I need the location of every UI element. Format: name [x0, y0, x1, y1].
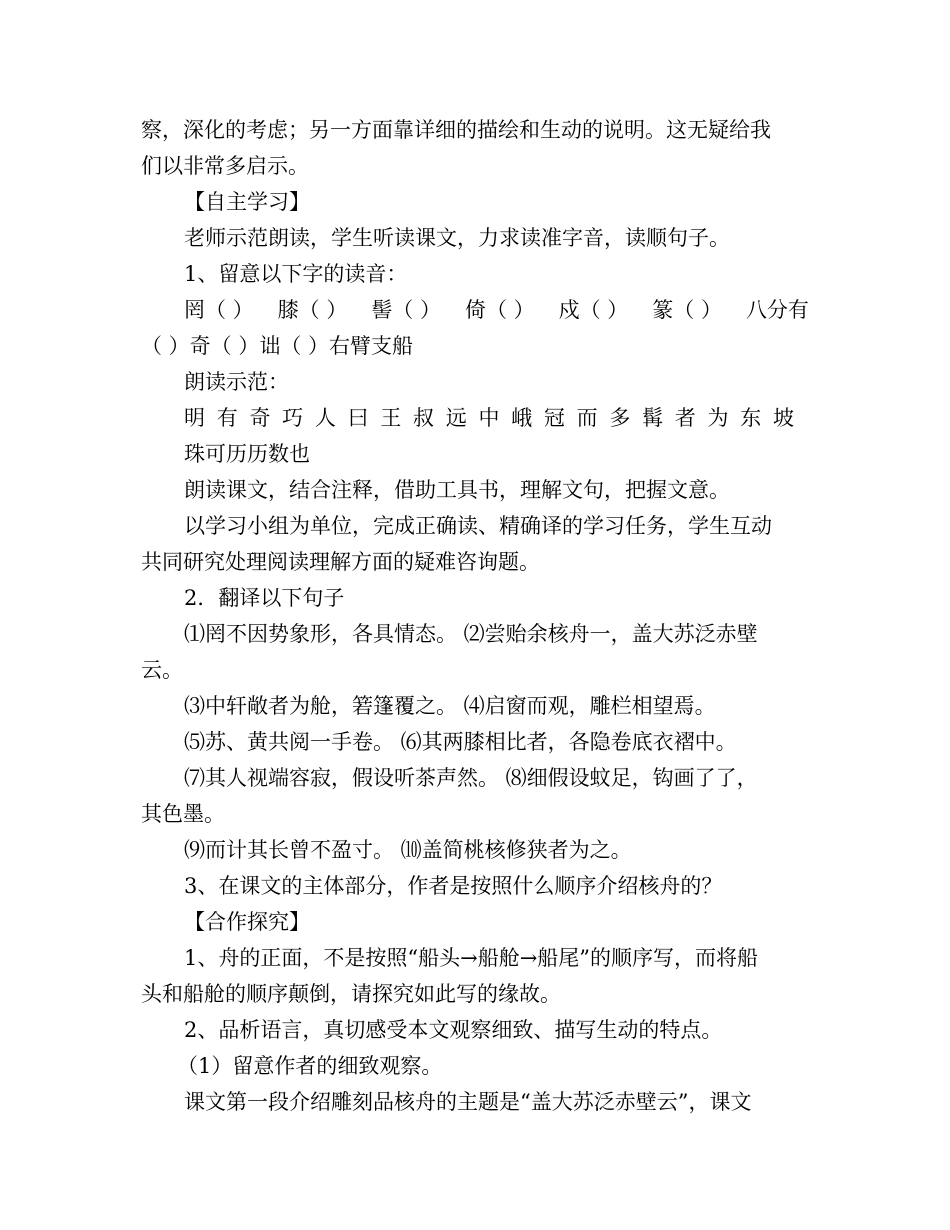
paragraph-line: 老师示范朗读，学生听读课文，力求读准字音，读顺句子。 [184, 226, 730, 250]
demo-char: 东 [740, 406, 762, 430]
paragraph-line: 头和船舱的顺序颠倒，请探究如此写的缘故。 [141, 982, 561, 1006]
pronunciation-item: 戍（ ） [558, 298, 629, 322]
demo-char: 巧 [282, 406, 304, 430]
pronunciation-item: 八分有 [745, 298, 809, 322]
demo-char: 奇 [249, 406, 271, 430]
demo-char: 坡 [772, 406, 794, 430]
paragraph-line: 珠可历历数也 [184, 442, 310, 466]
paragraph-line: 朗读课文，结合注释，借助工具书，理解文句，把握文意。 [184, 478, 730, 502]
pronunciation-item: 膝（ ） [277, 298, 348, 322]
demo-char: 峨 [511, 406, 533, 430]
demo-char: 有 [216, 406, 238, 430]
demo-char: 人 [314, 406, 336, 430]
demo-char: 多 [609, 406, 631, 430]
demo-char: 曰 [347, 406, 369, 430]
demo-char: 王 [380, 406, 402, 430]
demo-char: 者 [674, 406, 696, 430]
exercise-1-heading: 1、留意以下字的读音： [184, 262, 408, 286]
pronunciation-row [141, 292, 809, 328]
pronunciation-row-continued: （ ）奇（ ）诎（ ）右臂支船 [141, 334, 414, 358]
paragraph-line: 1、舟的正面，不是按照“船头→船舱→船尾”的顺序写，而将船 [184, 946, 759, 970]
paragraph-line: 2、品析语言，真切感受本文观察细致、描写生动的特点。 [184, 1018, 723, 1042]
section-heading-self-study: 【自主学习】 [184, 190, 310, 214]
demo-char: 髯 [642, 406, 664, 430]
section-heading-cooperation: 【合作探究】 [184, 910, 310, 934]
paragraph-line: 察，深化的考虑；另一方面靠详细的描绘和生动的说明。这无疑给我 [141, 118, 771, 142]
paragraph-line: 课文第一段介绍雕刻品核舟的主题是“盖大苏泛赤壁云”，课文 [184, 1090, 752, 1114]
translation-item: ⑺其人视端容寂，假设听茶声然。 ⑻细假设蚊足，钩画了了， [184, 766, 758, 790]
pronunciation-item: 倚（ ） [464, 298, 535, 322]
demo-char: 远 [445, 406, 467, 430]
paragraph-line: （1）留意作者的细致观察。 [177, 1054, 443, 1078]
demo-char: 为 [707, 406, 729, 430]
demo-char: 中 [478, 406, 500, 430]
translation-item: 云。 [141, 658, 183, 682]
translation-item: ⑼而计其长曾不盈寸。 ⑽盖简桃核修狭者为之。 [184, 838, 632, 862]
demo-char: 冠 [543, 406, 565, 430]
paragraph-line: 们以非常多启示。 [141, 154, 309, 178]
paragraph-line: 以学习小组为单位，完成正确读、精确译的学习任务，学生互动 [184, 514, 772, 538]
demo-char: 而 [576, 406, 598, 430]
translation-item: ⑸苏、黄共阅一手卷。 ⑹其两膝相比者，各隐卷底衣褶中。 [184, 730, 737, 754]
document-page [141, 112, 809, 1120]
demo-char: 明 [184, 406, 205, 430]
pronunciation-item: 篆（ ） [652, 298, 722, 322]
translation-item: 其色墨。 [141, 802, 225, 826]
paragraph-line: 共同研究处理阅读理解方面的疑难咨询题。 [141, 550, 540, 574]
exercise-3-heading: 3、在课文的主体部分，作者是按照什么顺序介绍核舟的？ [184, 874, 723, 898]
translation-item: ⑴罔不因势象形，各具情态。 ⑵尝贻余核舟一，盖大苏泛赤壁 [184, 622, 758, 646]
exercise-2-heading: 2．翻译以下句子 [184, 586, 345, 610]
reading-demo-chars [141, 400, 809, 436]
demo-char: 叔 [413, 406, 435, 430]
reading-demo-label: 朗读示范： [184, 370, 289, 394]
translation-item: ⑶中轩敞者为舱，箬篷覆之。 ⑷启窗而观，雕栏相望焉。 [184, 694, 716, 718]
pronunciation-item: 髻（ ） [371, 298, 441, 322]
pronunciation-item: 罔（ ） [184, 298, 254, 322]
